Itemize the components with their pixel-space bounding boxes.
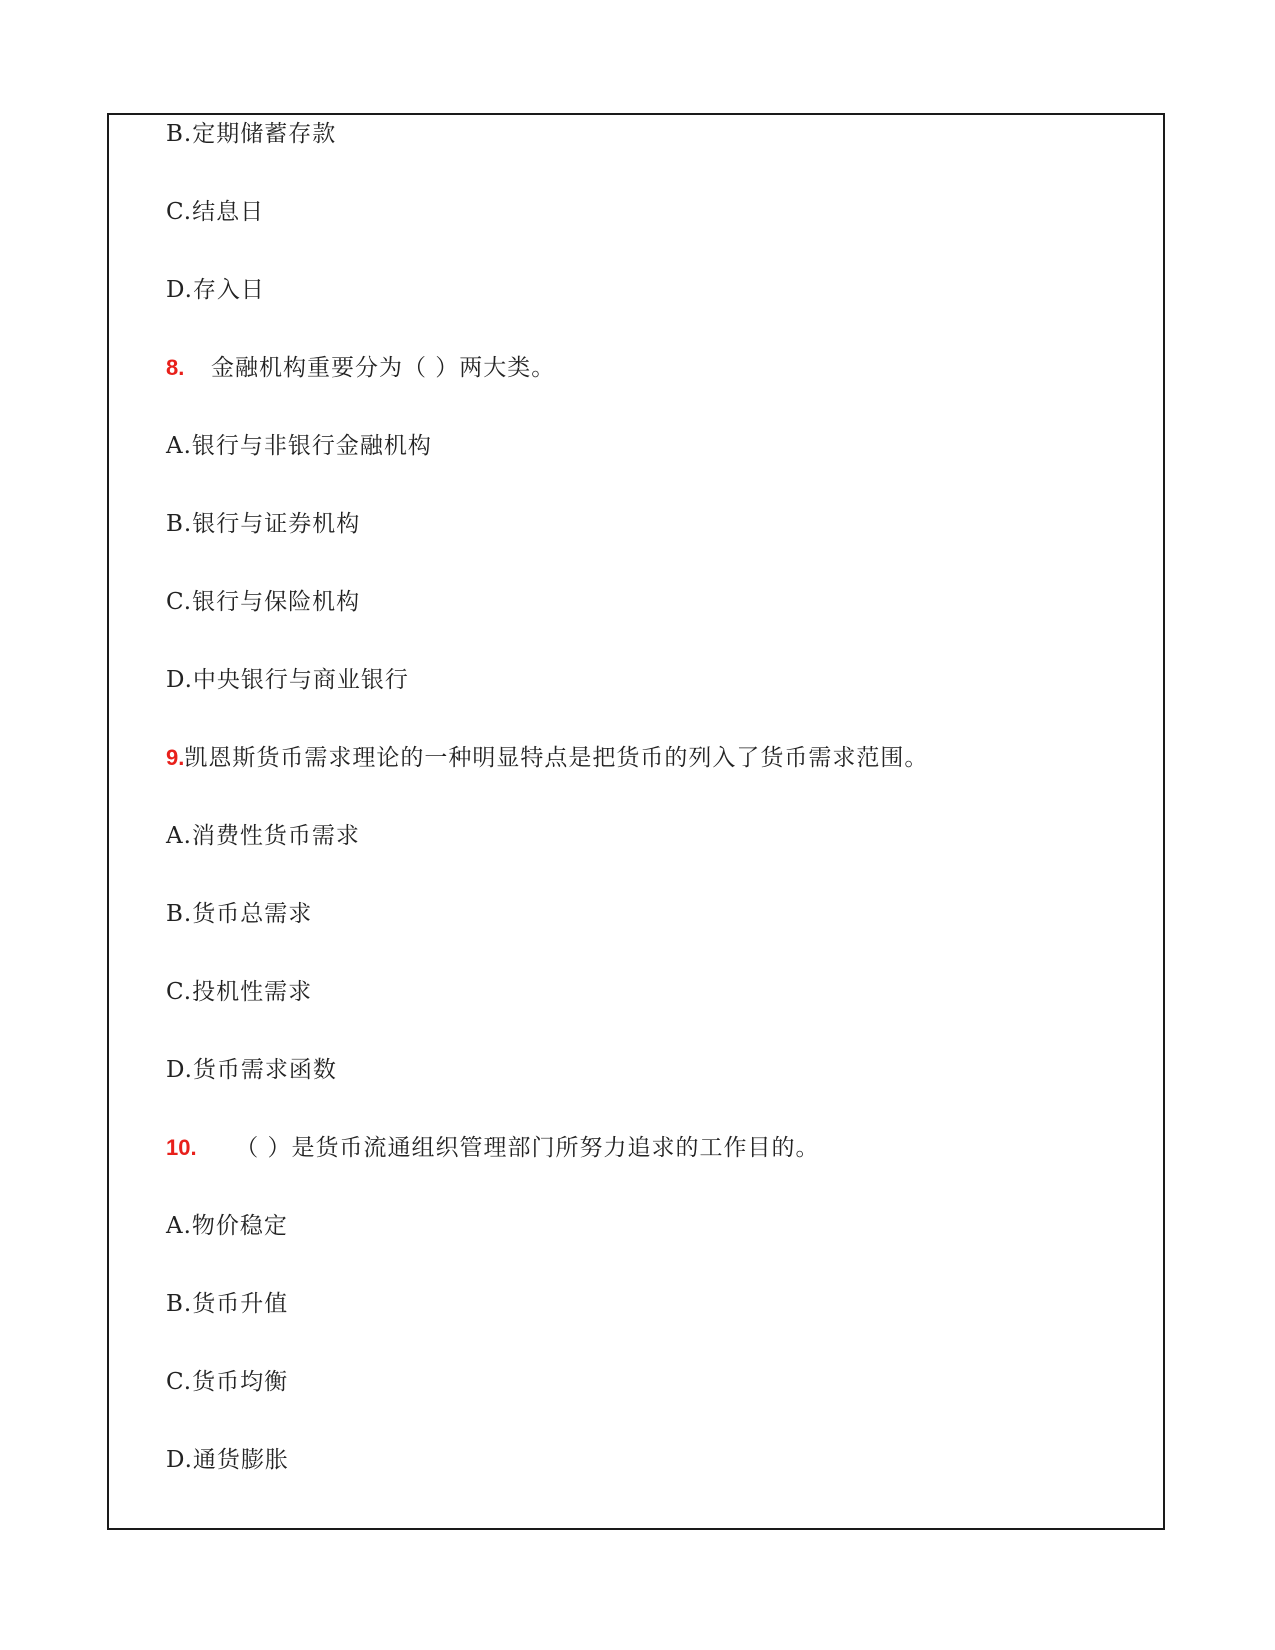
question-text: 凯恩斯货币需求理论的一种明显特点是把货币的列入了货币需求范围。 <box>184 745 929 771</box>
q9-option-d: D.货币需求函数 <box>166 1057 337 1083</box>
question-number: 10. <box>166 1135 197 1160</box>
q8-option-a: A.银行与非银行金融机构 <box>166 433 432 459</box>
q8-option-b: B.银行与证券机构 <box>166 511 361 537</box>
question-10 <box>166 1133 820 1163</box>
question-8 <box>166 353 555 383</box>
question-number: 8. <box>166 355 185 380</box>
q9-option-c: C.投机性需求 <box>166 979 313 1005</box>
question-text: 金融机构重要分为（ ）两大类。 <box>210 355 556 381</box>
q10-option-b: B.货币升值 <box>166 1291 289 1317</box>
q9-option-b: B.货币总需求 <box>166 901 313 927</box>
question-number: 9. <box>166 745 185 770</box>
q8-option-d: D.中央银行与商业银行 <box>166 667 409 693</box>
option-b-prev: B.定期储蓄存款 <box>166 121 337 147</box>
q10-option-c: C.货币均衡 <box>166 1369 289 1395</box>
question-9 <box>166 743 928 773</box>
question-text: （ ）是货币流通组织管理部门所努力追求的工作目的。 <box>235 1135 820 1161</box>
option-d-prev: D.存入日 <box>166 277 265 303</box>
q10-option-d: D.通货膨胀 <box>166 1447 289 1473</box>
q9-option-a: A.消费性货币需求 <box>166 823 360 849</box>
q10-option-a: A.物价稳定 <box>166 1213 288 1239</box>
q8-option-c: C.银行与保险机构 <box>166 589 361 615</box>
option-c-prev: C.结息日 <box>166 199 265 225</box>
